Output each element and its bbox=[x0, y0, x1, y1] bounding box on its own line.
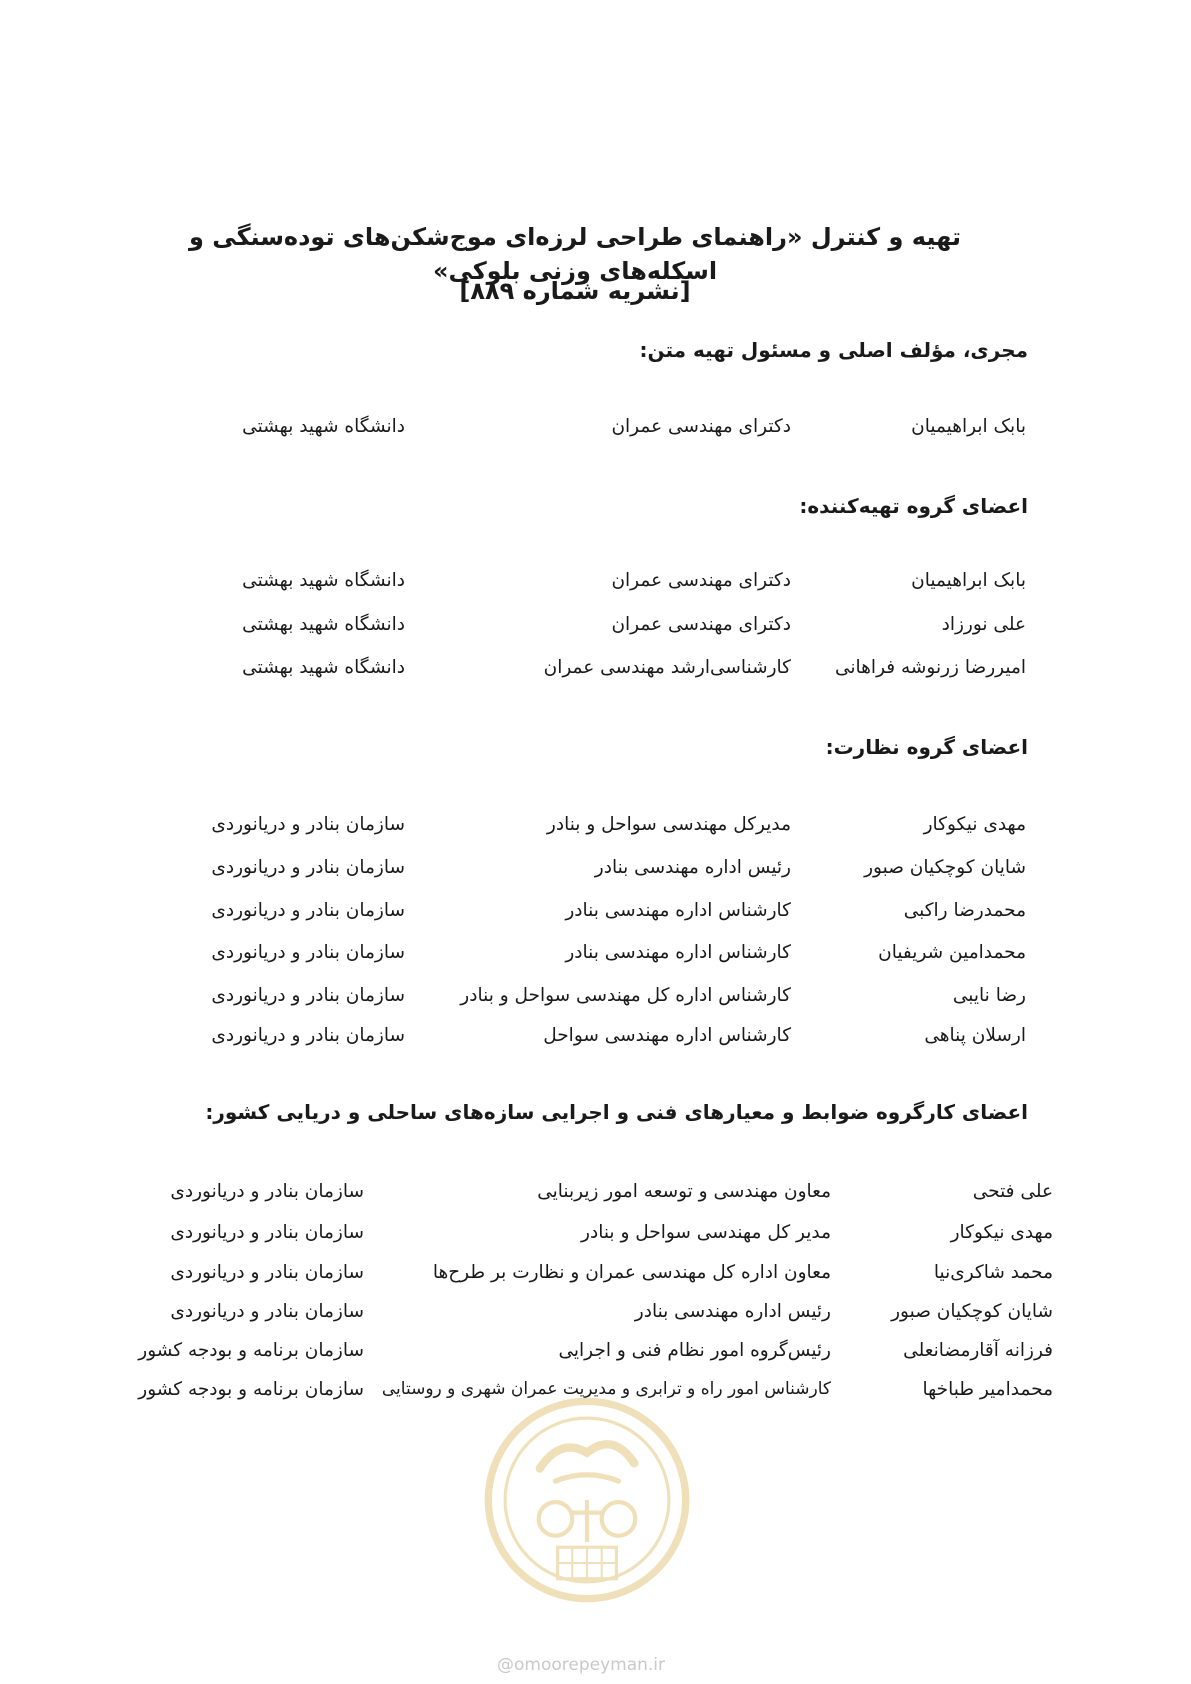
person-role: کارشناس اداره کل مهندسی سواحل و بنادر bbox=[460, 985, 791, 1006]
person-name: علی نورزاد bbox=[941, 614, 1026, 635]
person-role: دکترای مهندسی عمران bbox=[611, 570, 791, 591]
section-heading-workgroup: اعضای کارگروه ضوابط و معیارهای فنی و اجرایی سازه‌های ساحلی و دریایی کشور: bbox=[205, 1100, 1028, 1124]
person-name: علی فتحی bbox=[972, 1181, 1053, 1202]
person-name: امیررضا زرنوشه فراهانی bbox=[834, 657, 1026, 678]
preparer-row bbox=[0, 614, 1191, 644]
person-name: محمدامین شریفیان bbox=[878, 942, 1026, 963]
watermark-seal-icon bbox=[482, 1395, 692, 1605]
section-heading-supervisors: اعضای گروه نظارت: bbox=[825, 735, 1028, 759]
person-name: محمدامیر طباخها bbox=[922, 1379, 1053, 1400]
person-organization: سازمان بنادر و دریانوردی bbox=[170, 1181, 364, 1202]
person-role: مدیر کل مهندسی سواحل و بنادر bbox=[581, 1222, 831, 1243]
supervisor-row bbox=[0, 814, 1191, 844]
person-organization: سازمان بنادر و دریانوردی bbox=[211, 1025, 405, 1046]
person-role: دکترای مهندسی عمران bbox=[611, 614, 791, 635]
supervisor-row bbox=[0, 900, 1191, 930]
person-organization: سازمان بنادر و دریانوردی bbox=[170, 1301, 364, 1322]
person-role: مدیرکل مهندسی سواحل و بنادر bbox=[546, 814, 791, 835]
supervisor-row bbox=[0, 1025, 1191, 1055]
person-role: رئیس اداره مهندسی بنادر bbox=[634, 1301, 831, 1322]
publication-number: [نشریه شماره ۸۸۹] bbox=[459, 277, 691, 305]
person-organization: دانشگاه شهید بهشتی bbox=[242, 416, 405, 437]
person-organization: سازمان برنامه و بودجه کشور bbox=[138, 1340, 364, 1361]
preparer-row bbox=[0, 657, 1191, 687]
watermark-url: @omoorepeyman.ir bbox=[497, 1655, 666, 1675]
person-organization: دانشگاه شهید بهشتی bbox=[242, 570, 405, 591]
preparer-row bbox=[0, 570, 1191, 600]
supervisor-row bbox=[0, 942, 1191, 972]
person-role: کارشناس اداره مهندسی بنادر bbox=[565, 942, 791, 963]
person-name: شایان کوچکیان صبور bbox=[891, 1301, 1053, 1322]
person-name: بابک ابراهیمیان bbox=[911, 570, 1026, 591]
person-organization: دانشگاه شهید بهشتی bbox=[242, 614, 405, 635]
person-name: محمدرضا راکبی bbox=[903, 900, 1026, 921]
person-name: فرزانه آقارمضانعلی bbox=[903, 1340, 1053, 1361]
person-organization: سازمان بنادر و دریانوردی bbox=[211, 814, 405, 835]
person-organization: سازمان بنادر و دریانوردی bbox=[211, 900, 405, 921]
workgroup-row bbox=[0, 1181, 1191, 1211]
section-heading-executor: مجری، مؤلف اصلی و مسئول تهیه متن: bbox=[639, 338, 1028, 362]
person-organization: سازمان بنادر و دریانوردی bbox=[211, 857, 405, 878]
document-title: تهیه و کنترل «راهنمای طراحی لرزه‌ای موج‌شکن‌های توده‌سنگی و اسکله‌های وزنی بلوکی» bbox=[189, 223, 961, 285]
person-role: کارشناس امور راه و ترابری و مدیریت عمران شهری و روستایی bbox=[381, 1379, 831, 1399]
person-name: مهدی نیکوکار bbox=[923, 814, 1026, 835]
person-role: کارشناس اداره مهندسی سواحل bbox=[543, 1025, 791, 1046]
person-name: شایان کوچکیان صبور bbox=[864, 857, 1026, 878]
person-role: کارشناسی‌ارشد مهندسی عمران bbox=[543, 657, 791, 678]
person-organization: سازمان بنادر و دریانوردی bbox=[211, 985, 405, 1006]
person-role: کارشناس اداره مهندسی بنادر bbox=[565, 900, 791, 921]
person-role: معاون اداره کل مهندسی عمران و نظارت بر طرح‌ها bbox=[432, 1262, 831, 1283]
executor-row bbox=[0, 416, 1191, 446]
workgroup-row bbox=[0, 1340, 1191, 1370]
person-role: دکترای مهندسی عمران bbox=[611, 416, 791, 437]
person-role: معاون مهندسی و توسعه امور زیربنایی bbox=[537, 1181, 831, 1202]
person-organization: سازمان بنادر و دریانوردی bbox=[170, 1262, 364, 1283]
person-name: رضا نایبی bbox=[952, 985, 1026, 1006]
person-organization: سازمان برنامه و بودجه کشور bbox=[138, 1379, 364, 1400]
supervisor-row bbox=[0, 985, 1191, 1015]
person-organization: دانشگاه شهید بهشتی bbox=[242, 657, 405, 678]
person-name: بابک ابراهیمیان bbox=[911, 416, 1026, 437]
person-role: رئیس اداره مهندسی بنادر bbox=[594, 857, 791, 878]
person-organization: سازمان بنادر و دریانوردی bbox=[211, 942, 405, 963]
person-role: رئیس‌گروه امور نظام فنی و اجرایی bbox=[558, 1340, 831, 1361]
workgroup-row bbox=[0, 1301, 1191, 1331]
supervisor-row bbox=[0, 857, 1191, 887]
workgroup-row bbox=[0, 1262, 1191, 1292]
section-heading-preparers: اعضای گروه تهیه‌کننده: bbox=[799, 494, 1028, 518]
workgroup-row bbox=[0, 1222, 1191, 1252]
person-name: مهدی نیکوکار bbox=[950, 1222, 1053, 1243]
person-organization: سازمان بنادر و دریانوردی bbox=[170, 1222, 364, 1243]
person-name: محمد شاکری‌نیا bbox=[933, 1262, 1053, 1283]
person-name: ارسلان پناهی bbox=[924, 1025, 1026, 1046]
